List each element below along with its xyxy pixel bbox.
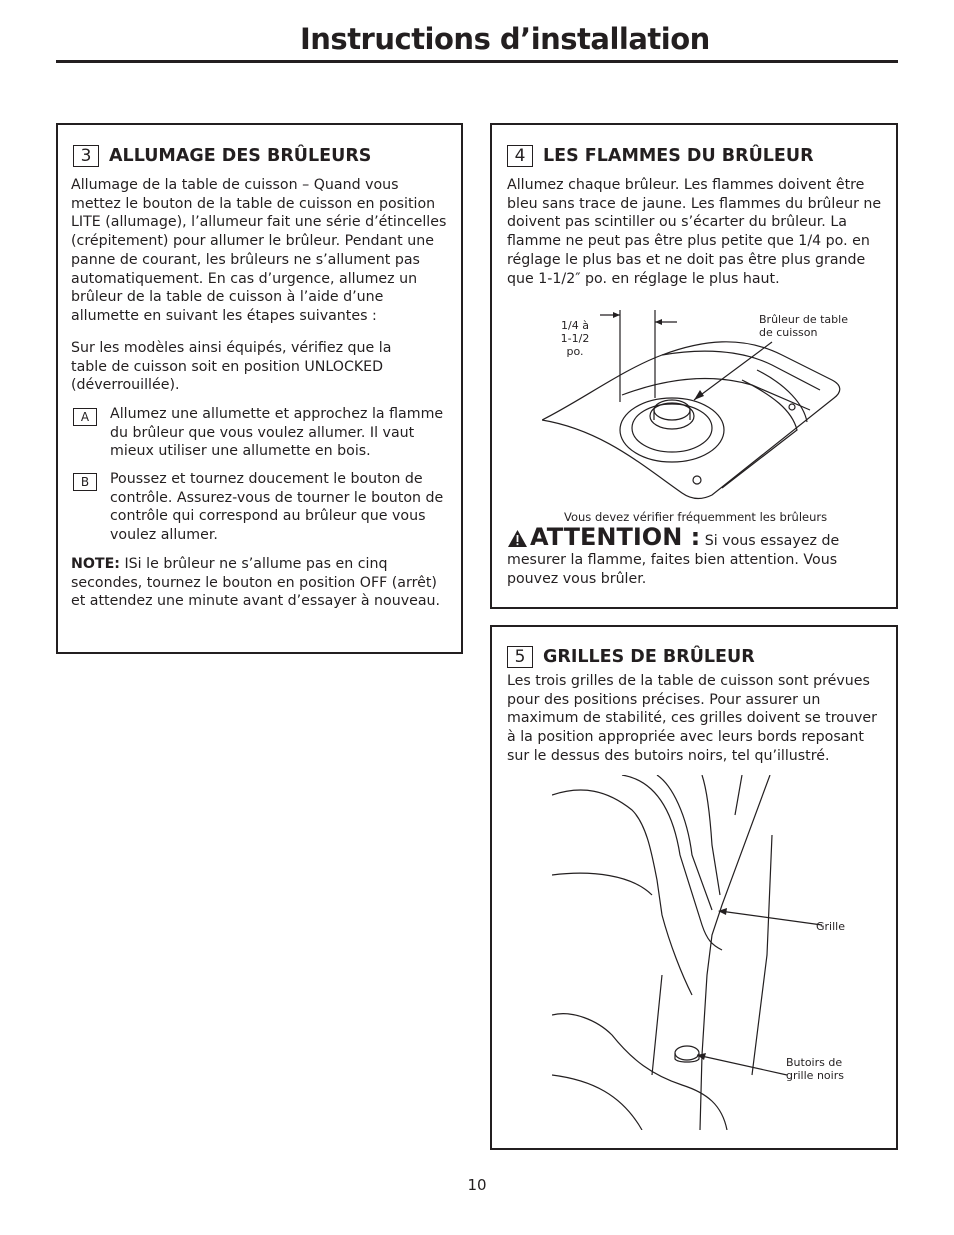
section-3-intro <box>71 176 451 326</box>
section-5-number: 5 <box>507 646 533 668</box>
section-4-number: 4 <box>507 145 533 167</box>
section-3-heading <box>73 145 371 167</box>
note-text: ISi le brûleur ne s’allume pas en cinq secondes, tournez le bouton en position OFF (arrêt) et attendez une minute avant d’essayer à nouveau. <box>71 556 441 610</box>
page-title: Instructions d’installation <box>300 22 710 56</box>
step-b-text: Poussez et tournez doucement le bouton de contrôle. Assurez-vous de tourner le bouton de contrôle qui correspond au brûleur que vous voulez allumer. <box>110 471 444 544</box>
burner-figure-caption: Vous devez vérifier fréquemment les brûleurs <box>564 510 828 524</box>
section-4-paragraph: Allumez chaque brûleur. Les flammes doivent être bleu sans trace de jaune. Les flammes du brûleur ne doivent pas scintiller ou s’écarter du brûleur. La flamme ne peut pas être plus petite que 1/4 po. en réglage le plus bas et ne doit pas être plus grande que 1-1/2″ po. en réglage le plus haut. <box>507 177 882 287</box>
grille-label: Grille <box>816 920 845 933</box>
section-3-note <box>71 555 446 611</box>
title-divider <box>56 60 898 63</box>
warning-triangle-icon <box>507 529 528 548</box>
step-b-letter: B <box>73 473 97 491</box>
section-4-heading <box>507 145 814 167</box>
page-number: 10 <box>467 1176 487 1194</box>
grate-stops-label: Butoirs de grille noirs <box>786 1056 844 1082</box>
section-3-paragraph-1: Allumage de la table de cuisson – Quand vous mettez le bouton de la table de cuisson en position LITE (allumage), l’allumeur fait une série d’étincelles (crépitement) pour allumer le brûleur. Pendant une panne de courant, les brûleurs ne s’allument pas automatiquement. En cas d’urgence, allumez un brûleur de la table de cuisson à l’aide d’une allumette en suivant les étapes suivantes : <box>71 177 447 324</box>
section-3-paragraph-2: Sur les modèles ainsi équipés, vérifiez que la table de cuisson soit en position UNLOCKED (déverrouillée). <box>71 340 392 394</box>
section-grilles-de-bruleur <box>490 625 898 1150</box>
section-4-title: LES FLAMMES DU BRÛLEUR <box>543 146 814 166</box>
section-5-paragraph: Les trois grilles de la table de cuisson sont prévues pour des positions précises. Pour assurer un maximum de stabilité, ces grilles doivent se trouver à la position appropriée avec leurs bords reposant sur le dessus des butoirs noirs, tel qu’illustré. <box>507 673 877 764</box>
section-allumage-des-bruleurs <box>56 123 463 654</box>
section-4-text <box>507 176 882 288</box>
section-5-text <box>507 672 887 766</box>
section-5-heading <box>507 646 755 668</box>
note-label: NOTE: <box>71 556 120 572</box>
step-b <box>73 470 452 545</box>
attention-warning <box>507 523 882 589</box>
attention-text: Si vous essayez de mesurer la flamme, faites bien attention. Vous pouvez vous brûler. <box>507 533 840 587</box>
section-flammes-du-bruleur <box>490 123 898 609</box>
flame-height-label: 1/4 à 1-1/2 po. <box>560 319 590 358</box>
section-3-title: ALLUMAGE DES BRÛLEURS <box>109 146 372 166</box>
section-3-unlock-note <box>71 339 411 395</box>
step-a-text: Allumez une allumette et approchez la flamme du brûleur que vous voulez allumer. Il vaut mieux utiliser une allumette en bois. <box>110 406 444 460</box>
step-a <box>73 405 452 461</box>
burner-label: Brûleur de table de cuisson <box>759 313 848 339</box>
section-3-number: 3 <box>73 145 99 167</box>
step-a-letter: A <box>73 408 97 426</box>
section-5-title: GRILLES DE BRÛLEUR <box>543 647 755 667</box>
attention-label: ATTENTION : <box>530 523 701 551</box>
